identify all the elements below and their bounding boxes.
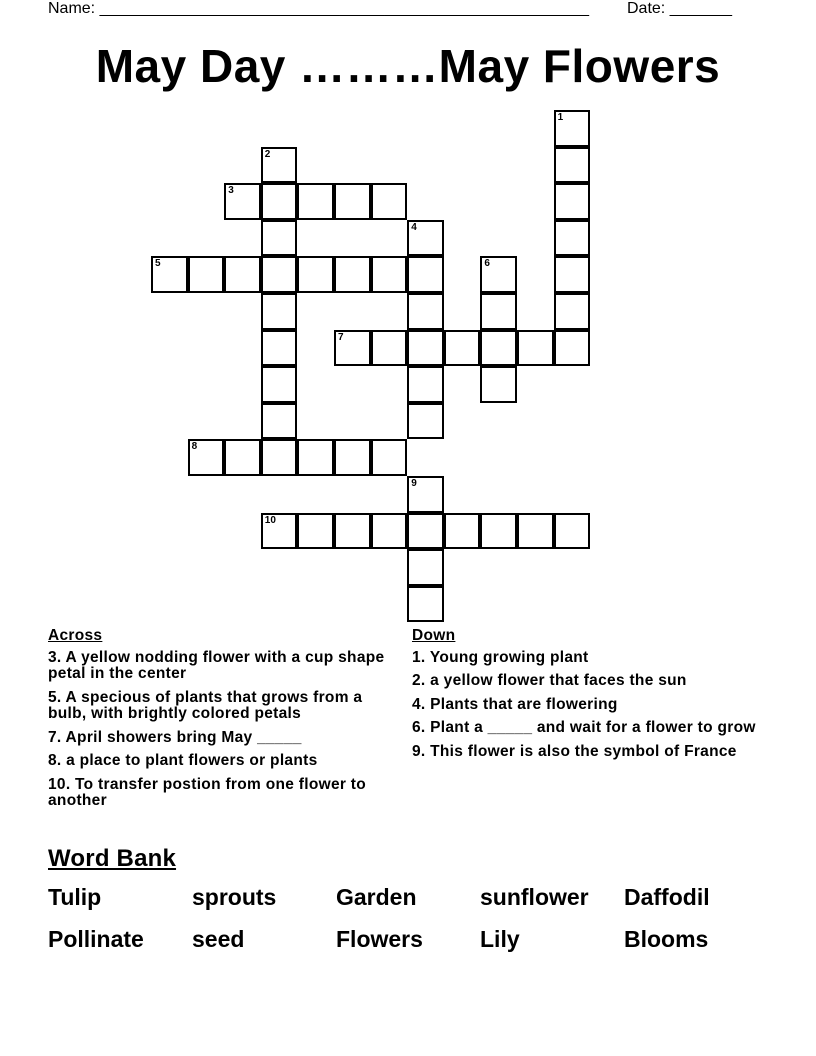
- word-bank-word: Tulip: [48, 884, 102, 910]
- clue-down-4: [412, 697, 757, 714]
- word-bank-row: [48, 924, 768, 962]
- clue-number: 6.: [412, 719, 426, 736]
- crossword-cell[interactable]: [261, 293, 298, 330]
- crossword-cell[interactable]: [554, 110, 591, 147]
- word-bank-word: Daffodil: [624, 884, 710, 910]
- crossword-cell[interactable]: [554, 147, 591, 184]
- crossword-cell[interactable]: [407, 513, 444, 550]
- cell-number: 9: [411, 478, 417, 489]
- crossword-cell[interactable]: [554, 220, 591, 257]
- crossword-cell[interactable]: [334, 439, 371, 476]
- crossword-cell[interactable]: [554, 183, 591, 220]
- clue-text: a yellow flower that faces the sun: [425, 672, 687, 689]
- crossword-cell[interactable]: [188, 439, 225, 476]
- clue-number: 7.: [48, 728, 62, 746]
- clue-down-6: [412, 720, 757, 737]
- word-bank-title: Word Bank: [48, 845, 177, 872]
- crossword-cell[interactable]: [554, 293, 591, 330]
- crossword-cell[interactable]: [444, 513, 481, 550]
- crossword-cell[interactable]: [297, 183, 334, 220]
- across-clues: [48, 628, 388, 817]
- crossword-cell[interactable]: [480, 366, 517, 403]
- clue-number: 4.: [412, 695, 426, 713]
- crossword-cell[interactable]: [517, 330, 554, 367]
- clue-number: 8.: [48, 752, 62, 769]
- crossword-cell[interactable]: [554, 256, 591, 293]
- crossword-cell[interactable]: [407, 256, 444, 293]
- crossword-cell[interactable]: [151, 256, 188, 293]
- cell-number: 7: [338, 331, 344, 343]
- crossword-cell[interactable]: [407, 476, 444, 513]
- crossword-cell[interactable]: [261, 330, 298, 367]
- crossword-cell[interactable]: [480, 293, 517, 330]
- cell-number: 10: [264, 514, 276, 526]
- crossword-cell[interactable]: [297, 439, 334, 476]
- clue-across-7: [48, 730, 388, 747]
- cell-number: 8: [191, 441, 198, 453]
- crossword-cell[interactable]: [371, 439, 408, 476]
- clue-text: To transfer postion from one flower to another: [48, 775, 367, 809]
- crossword-cell[interactable]: [407, 366, 444, 403]
- crossword-cell[interactable]: [371, 513, 408, 550]
- cell-number: 1: [557, 112, 564, 123]
- crossword-cell[interactable]: [334, 513, 371, 550]
- crossword-cell[interactable]: [334, 256, 371, 293]
- crossword-cell[interactable]: [224, 439, 261, 476]
- clue-text: Plants that are flowering: [425, 695, 618, 713]
- clue-across-8: [48, 753, 388, 770]
- crossword-cell[interactable]: [261, 439, 298, 476]
- word-bank-word: Blooms: [624, 926, 709, 952]
- crossword-cell[interactable]: [407, 330, 444, 367]
- clue-number: 3.: [48, 648, 62, 666]
- word-bank-word: sprouts: [192, 884, 277, 910]
- crossword-cell[interactable]: [371, 330, 408, 367]
- clue-text: This flower is also the symbol of France: [425, 742, 737, 760]
- crossword-cell[interactable]: [261, 256, 298, 293]
- down-clues: [412, 628, 757, 767]
- crossword-cell[interactable]: [554, 513, 591, 550]
- word-bank-word: Lily: [480, 926, 520, 952]
- crossword-cell[interactable]: [297, 256, 334, 293]
- name-field[interactable]: Name: _______________________________________________________: [48, 0, 589, 17]
- crossword-cell[interactable]: [261, 183, 298, 220]
- clue-number: 5.: [48, 688, 62, 706]
- down-heading: Down: [412, 627, 456, 644]
- clue-down-1: [412, 650, 757, 667]
- crossword-cell[interactable]: [371, 183, 408, 220]
- word-bank-word: sunflower: [480, 884, 589, 910]
- crossword-cell[interactable]: [334, 330, 371, 367]
- crossword-cell[interactable]: [188, 256, 225, 293]
- crossword-cell[interactable]: [444, 330, 481, 367]
- word-bank-word: Pollinate: [48, 926, 144, 952]
- crossword-cell[interactable]: [261, 403, 298, 440]
- crossword-cell[interactable]: [224, 256, 261, 293]
- across-heading: Across: [48, 627, 103, 644]
- date-field[interactable]: Date: _______: [627, 0, 732, 17]
- crossword-cell[interactable]: [407, 293, 444, 330]
- crossword-cell[interactable]: [261, 147, 298, 184]
- crossword-cell[interactable]: [407, 220, 444, 257]
- clue-number: 9.: [412, 742, 426, 760]
- clue-across-10: [48, 777, 388, 810]
- crossword-cell[interactable]: [261, 220, 298, 257]
- crossword-cell[interactable]: [517, 513, 554, 550]
- crossword-cell[interactable]: [480, 330, 517, 367]
- crossword-cell[interactable]: [334, 183, 371, 220]
- clue-number: 2.: [412, 672, 426, 689]
- crossword-cell[interactable]: [554, 330, 591, 367]
- cell-number: 3: [228, 185, 234, 197]
- clue-down-9: [412, 744, 757, 761]
- crossword-cell[interactable]: [407, 403, 444, 440]
- cell-number: 2: [264, 148, 271, 160]
- page-title: May Day ………May Flowers: [95, 40, 721, 92]
- word-bank: [48, 844, 768, 962]
- crossword-cell[interactable]: [261, 366, 298, 403]
- crossword-cell[interactable]: [224, 183, 261, 220]
- crossword-cell[interactable]: [480, 256, 517, 293]
- crossword-cell[interactable]: [261, 513, 298, 550]
- cell-number: 6: [484, 258, 490, 270]
- clue-text: A yellow nodding flower with a cup shape petal in the center: [48, 648, 385, 682]
- crossword-cell[interactable]: [407, 549, 444, 586]
- word-bank-row: [48, 882, 768, 920]
- crossword-cell[interactable]: [407, 586, 444, 623]
- clue-number: 1.: [412, 648, 426, 666]
- clue-text: A specious of plants that grows from a bulb, with brightly colored petals: [48, 688, 363, 722]
- clue-text: a place to plant flowers or plants: [61, 752, 318, 769]
- clue-text: Young growing plant: [425, 648, 589, 666]
- crossword-cell[interactable]: [297, 513, 334, 550]
- cell-number: 5: [155, 258, 161, 270]
- word-bank-word: Flowers: [336, 926, 423, 952]
- cell-number: 4: [411, 221, 417, 233]
- word-bank-word: Garden: [336, 884, 417, 910]
- clue-text: Plant a _____ and wait for a flower to grow: [425, 719, 756, 736]
- clue-down-2: [412, 673, 757, 690]
- crossword-cell[interactable]: [371, 256, 408, 293]
- clue-text: April showers bring May _____: [61, 728, 302, 746]
- clue-across-3: [48, 650, 388, 683]
- clue-number: 10.: [48, 775, 71, 793]
- header-line: [48, 0, 748, 20]
- crossword-cell[interactable]: [480, 513, 517, 550]
- word-bank-word: seed: [192, 926, 245, 952]
- clue-across-5: [48, 690, 388, 723]
